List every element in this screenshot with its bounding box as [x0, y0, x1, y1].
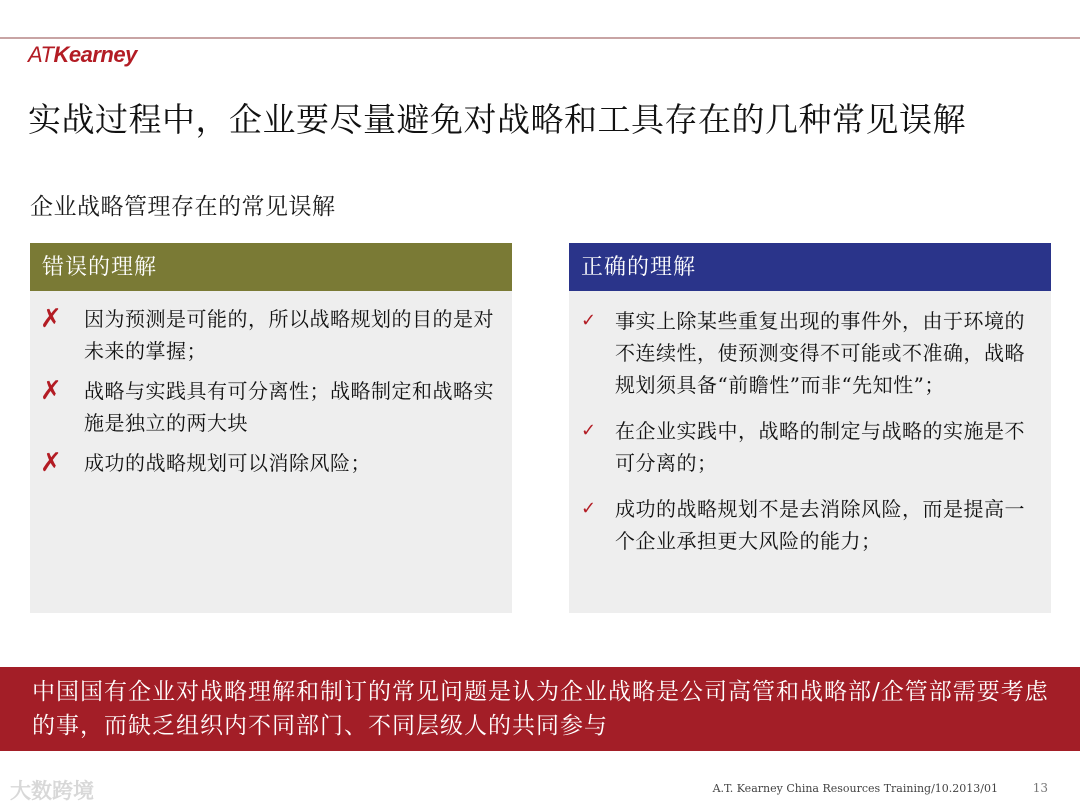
slide-title: 实战过程中，企业要尽量避免对战略和工具存在的几种常见误解 [28, 100, 966, 139]
logo-prefix: AT [28, 42, 54, 67]
wrong-item-text: 战略与实践具有可分离性；战略制定和战略实施是独立的两大块 [84, 379, 494, 435]
top-divider [0, 37, 1080, 39]
correct-understanding-panel [569, 243, 1051, 613]
conclusion-banner: 中国国有企业对战略理解和制订的常见问题是认为企业战略是公司高管和战略部/企管部需要考虑的事，而缺乏组织内不同部门、不同层级人的共同参与 [0, 667, 1080, 751]
check-icon: ✓ [581, 420, 597, 441]
wrong-understanding-panel [30, 243, 512, 613]
atkearney-logo [28, 42, 137, 68]
section-subtitle: 企业战略管理存在的常见误解 [30, 194, 336, 220]
wrong-item [30, 303, 504, 367]
correct-item [569, 305, 1041, 401]
x-icon: ✗ [40, 304, 63, 334]
x-icon: ✗ [40, 376, 63, 406]
correct-item-text: 成功的战略规划不是去消除风险，而是提高一个企业承担更大风险的能力； [615, 497, 1025, 553]
watermark: 大数跨境 [10, 779, 94, 803]
x-icon: ✗ [40, 448, 63, 478]
correct-item [569, 493, 1041, 557]
correct-item [569, 415, 1041, 479]
footer-text: A.T. Kearney China Resources Training/10.2013/01 [712, 782, 998, 795]
check-icon: ✓ [581, 310, 597, 331]
wrong-item [30, 447, 504, 479]
correct-item-text: 在企业实践中，战略的制定与战略的实施是不可分离的； [615, 419, 1025, 475]
wrong-item-text: 因为预测是可能的，所以战略规划的目的是对未来的掌握； [84, 307, 494, 363]
wrong-panel-header: 错误的理解 [30, 243, 512, 291]
correct-item-text: 事实上除某些重复出现的事件外，由于环境的不连续性，使预测变得不可能或不准确，战略规划须具备“前瞻性”而非“先知性”； [615, 309, 1025, 397]
correct-panel-header: 正确的理解 [569, 243, 1051, 291]
wrong-item-text: 成功的战略规划可以消除风险； [84, 451, 371, 475]
check-icon: ✓ [581, 498, 597, 519]
wrong-item [30, 375, 504, 439]
logo-name: Kearney [53, 42, 137, 67]
page-number: 13 [1032, 781, 1048, 795]
